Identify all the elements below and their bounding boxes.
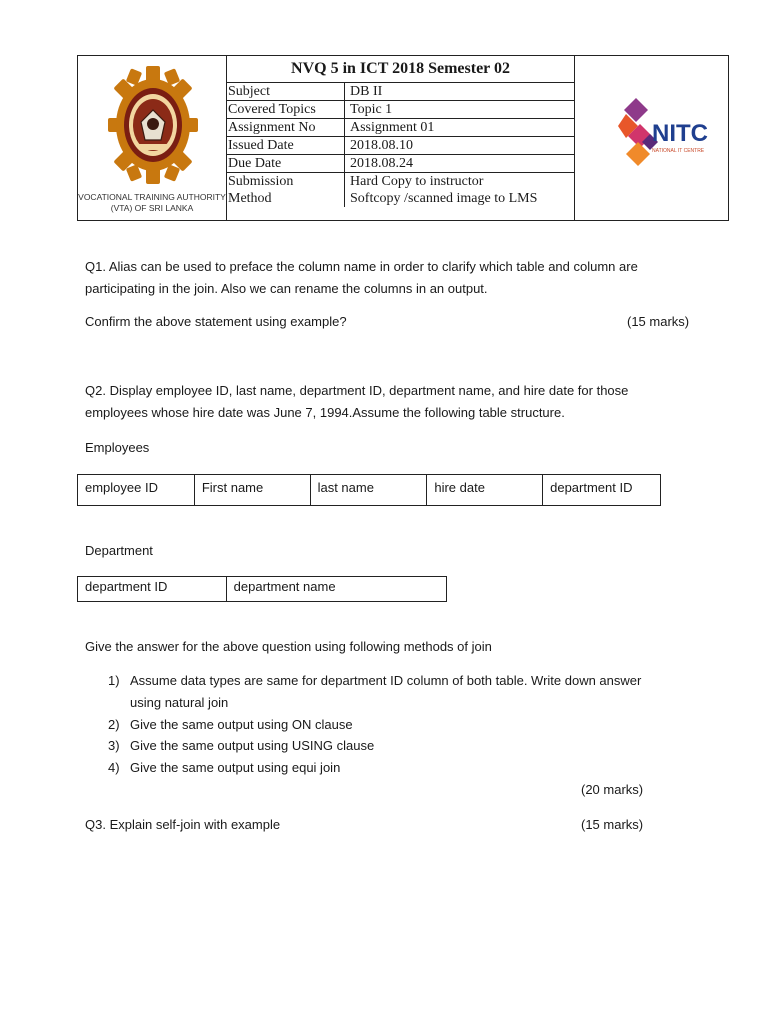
- list-item: 4) Give the same output using equi join: [108, 760, 341, 776]
- assignment-header: [77, 55, 729, 221]
- employees-col-department-id: department ID: [543, 475, 661, 506]
- q1-marks: (15 marks): [627, 314, 690, 329]
- vta-gear-logo-icon: [108, 64, 198, 188]
- department-col-department-name: department name: [226, 577, 446, 602]
- svg-text:NITC: NITC: [652, 120, 708, 147]
- employees-col-last-name: last name: [310, 475, 427, 506]
- nitc-logo-cell: [578, 56, 728, 220]
- table-row: [78, 577, 447, 602]
- list-item: 2) Give the same output using ON clause: [108, 716, 353, 732]
- info-row-subject: Subject DB II: [227, 83, 574, 101]
- employees-table: [77, 474, 661, 506]
- assignment-title: NVQ 5 in ICT 2018 Semester 02: [227, 56, 574, 83]
- vta-caption: VOCATIONAL TRAINING AUTHORITY (VTA) OF SRI LANKA: [78, 192, 226, 213]
- department-label: Department: [85, 543, 153, 558]
- info-row-due-date: Due Date 2018.08.24: [227, 155, 574, 173]
- info-row-assignment-no: Assignment No Assignment 01: [227, 119, 574, 137]
- info-row-submission-method: Submission Method Hard Copy to instructor Softcopy /scanned image to LMS: [228, 174, 538, 206]
- info-row-covered-topics: Covered Topics Topic 1: [227, 101, 574, 119]
- employees-col-first-name: First name: [194, 475, 310, 506]
- q1-prompt: Confirm the above statement using example?: [85, 314, 347, 329]
- q2-marks: (20 marks): [581, 782, 644, 797]
- department-col-department-id: department ID: [78, 577, 227, 602]
- join-methods-list: [108, 670, 698, 779]
- info-row-issued-date: Issued Date 2018.08.10: [227, 137, 574, 155]
- vta-logo-cell: [78, 56, 226, 220]
- methods-intro: Give the answer for the above question using following methods of join: [85, 639, 492, 654]
- list-item: 3) Give the same output using USING clause: [108, 738, 375, 754]
- list-item: 1) Assume data types are same for department ID column of both table. Write down answer using natural join: [108, 673, 642, 710]
- q3-marks: (15 marks): [581, 817, 644, 832]
- department-table: [77, 576, 447, 602]
- assignment-info-table: [226, 56, 575, 220]
- employees-col-employee-id: employee ID: [78, 475, 195, 506]
- q1-question: Q1. Alias can be used to preface the column name in order to clarify which table and column are participating in the join. Also we can rename the columns in an output.: [85, 259, 638, 296]
- employees-col-hire-date: hire date: [427, 475, 543, 506]
- employees-label: Employees: [85, 440, 150, 455]
- svg-text:NATIONAL IT CENTRE: NATIONAL IT CENTRE: [652, 148, 705, 154]
- q3-question: Q3. Explain self-join with example: [85, 817, 281, 832]
- table-row: [78, 475, 661, 506]
- q2-question: Q2. Display employee ID, last name, department ID, department name, and hire date for those employees whose hire date was June 7, 1994.Assume the following table structure.: [85, 383, 629, 420]
- nitc-logo-icon: [618, 94, 714, 176]
